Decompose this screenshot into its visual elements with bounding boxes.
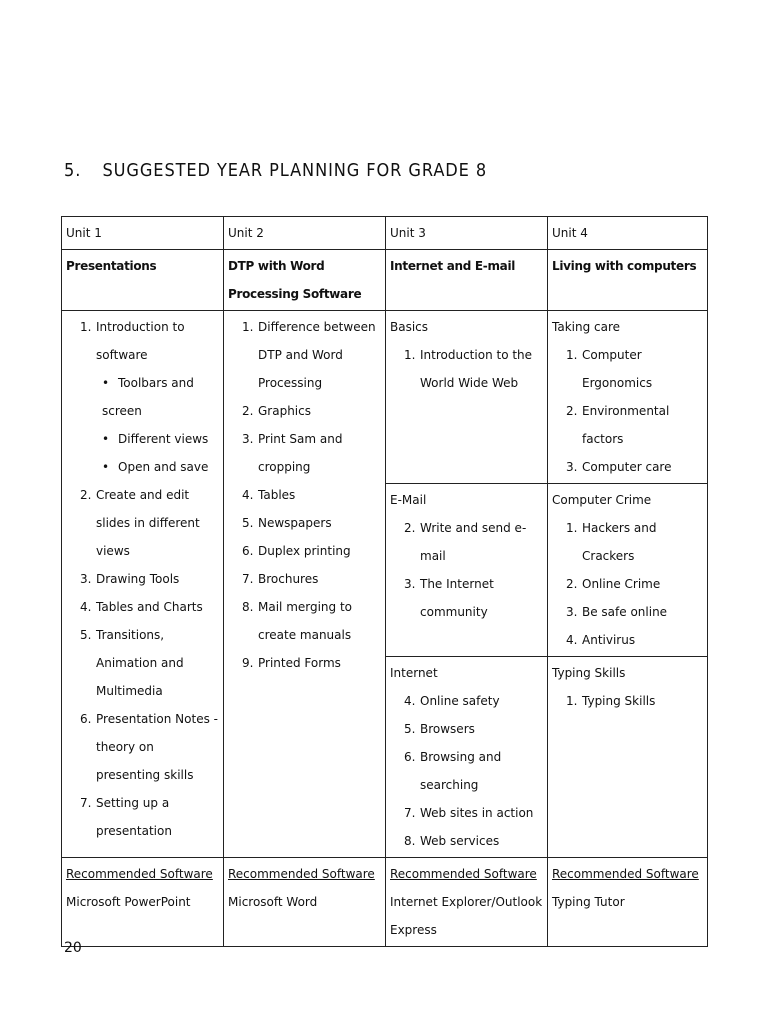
software-label: Recommended Software bbox=[66, 867, 213, 881]
content-row-1 bbox=[62, 311, 708, 484]
unit-label-row bbox=[62, 217, 708, 250]
software-row bbox=[62, 858, 708, 947]
list-item: 6. Presentation Notes - theory on presenting skills bbox=[80, 712, 218, 782]
unit-title: Presentations bbox=[62, 250, 224, 311]
software-value: Microsoft PowerPoint bbox=[66, 895, 191, 909]
list-item: 1. Hackers and Crackers bbox=[566, 521, 657, 563]
section-number: 5. bbox=[64, 160, 82, 181]
software-label: Recommended Software bbox=[552, 867, 699, 881]
list-item: 4. Online safety bbox=[404, 694, 500, 708]
software-value: Typing Tutor bbox=[552, 895, 625, 909]
list-item: 5. Browsers bbox=[404, 722, 475, 736]
list-item: 1. Introduction to the World Wide Web bbox=[404, 348, 533, 390]
group-heading: Internet bbox=[390, 666, 438, 680]
list-item: 3. Be safe online bbox=[566, 605, 668, 619]
list-item: 4. Antivirus bbox=[566, 633, 636, 647]
list-item: 2. Graphics bbox=[242, 404, 311, 418]
unit-title: DTP with Word Processing Software bbox=[224, 250, 386, 311]
list-item: 8. Mail merging to create manuals bbox=[242, 600, 353, 642]
bullet-item: • Open and save bbox=[102, 453, 219, 481]
list-item: 4. Tables bbox=[242, 488, 296, 502]
list-item: 2. Environmental factors bbox=[566, 404, 670, 446]
section-heading bbox=[64, 160, 487, 181]
software-cell bbox=[386, 858, 548, 947]
unit-label: Unit 2 bbox=[224, 217, 386, 250]
software-label: Recommended Software bbox=[390, 867, 537, 881]
list-item: 3. The Internet community bbox=[404, 577, 494, 619]
bullet-item: • Toolbars and screen bbox=[102, 369, 219, 425]
list-item: 1. Computer Ergonomics bbox=[566, 348, 653, 390]
unit4-crime bbox=[548, 484, 708, 657]
unit3-internet bbox=[386, 657, 548, 858]
list-item: 3. Drawing Tools bbox=[80, 572, 180, 586]
unit-label: Unit 4 bbox=[548, 217, 708, 250]
software-cell bbox=[62, 858, 224, 947]
unit2-content bbox=[224, 311, 386, 858]
unit3-email bbox=[386, 484, 548, 657]
list-item: 2. Create and edit slides in different views bbox=[80, 488, 200, 558]
unit-title: Living with computers bbox=[548, 250, 708, 311]
list-item: 7. Web sites in action bbox=[404, 806, 534, 820]
list-item: 8. Web services bbox=[404, 834, 500, 848]
unit-title-row bbox=[62, 250, 708, 311]
software-label: Recommended Software bbox=[228, 867, 375, 881]
unit3-basics bbox=[386, 311, 548, 484]
list-item: 7. Setting up a presentation bbox=[80, 796, 172, 838]
list-item: 4. Tables and Charts bbox=[80, 600, 203, 614]
group-heading: Typing Skills bbox=[552, 666, 626, 680]
list-item: 5. Transitions, Animation and Multimedia bbox=[80, 628, 184, 698]
software-cell bbox=[224, 858, 386, 947]
list-item: 2. Online Crime bbox=[566, 577, 661, 591]
unit4-care bbox=[548, 311, 708, 484]
group-heading: Computer Crime bbox=[552, 493, 652, 507]
software-cell bbox=[548, 858, 708, 947]
group-heading: E-Mail bbox=[390, 493, 427, 507]
bullet-list bbox=[66, 369, 219, 481]
list-item: 6. Browsing and searching bbox=[404, 750, 502, 792]
list-item: 9. Printed Forms bbox=[242, 656, 341, 670]
unit-label: Unit 3 bbox=[386, 217, 548, 250]
section-title: SUGGESTED YEAR PLANNING FOR GRADE 8 bbox=[102, 160, 488, 181]
software-value: Internet Explorer/Outlook Express bbox=[390, 895, 543, 937]
bullet-item: • Different views bbox=[102, 425, 219, 453]
list-item: 3. Print Sam and cropping bbox=[242, 432, 343, 474]
unit-label: Unit 1 bbox=[62, 217, 224, 250]
unit-title: Internet and E-mail bbox=[386, 250, 548, 311]
year-planning-table bbox=[61, 216, 708, 947]
group-heading: Basics bbox=[390, 320, 429, 334]
software-value: Microsoft Word bbox=[228, 895, 318, 909]
list-item: 1. Difference between DTP and Word Processing bbox=[242, 320, 376, 390]
list-item: 5. Newspapers bbox=[242, 516, 332, 530]
group-heading: Taking care bbox=[552, 320, 621, 334]
unit4-typing bbox=[548, 657, 708, 858]
list-item: 6. Duplex printing bbox=[242, 544, 351, 558]
page-number: 20 bbox=[64, 940, 82, 956]
list-item: 2. Write and send e-mail bbox=[404, 521, 527, 563]
unit1-content bbox=[62, 311, 224, 858]
list-item: 1. Typing Skills bbox=[566, 694, 656, 708]
list-item: 3. Computer care bbox=[566, 460, 672, 474]
list-item: 1. Introduction to software bbox=[80, 320, 185, 362]
list-item: 7. Brochures bbox=[242, 572, 319, 586]
